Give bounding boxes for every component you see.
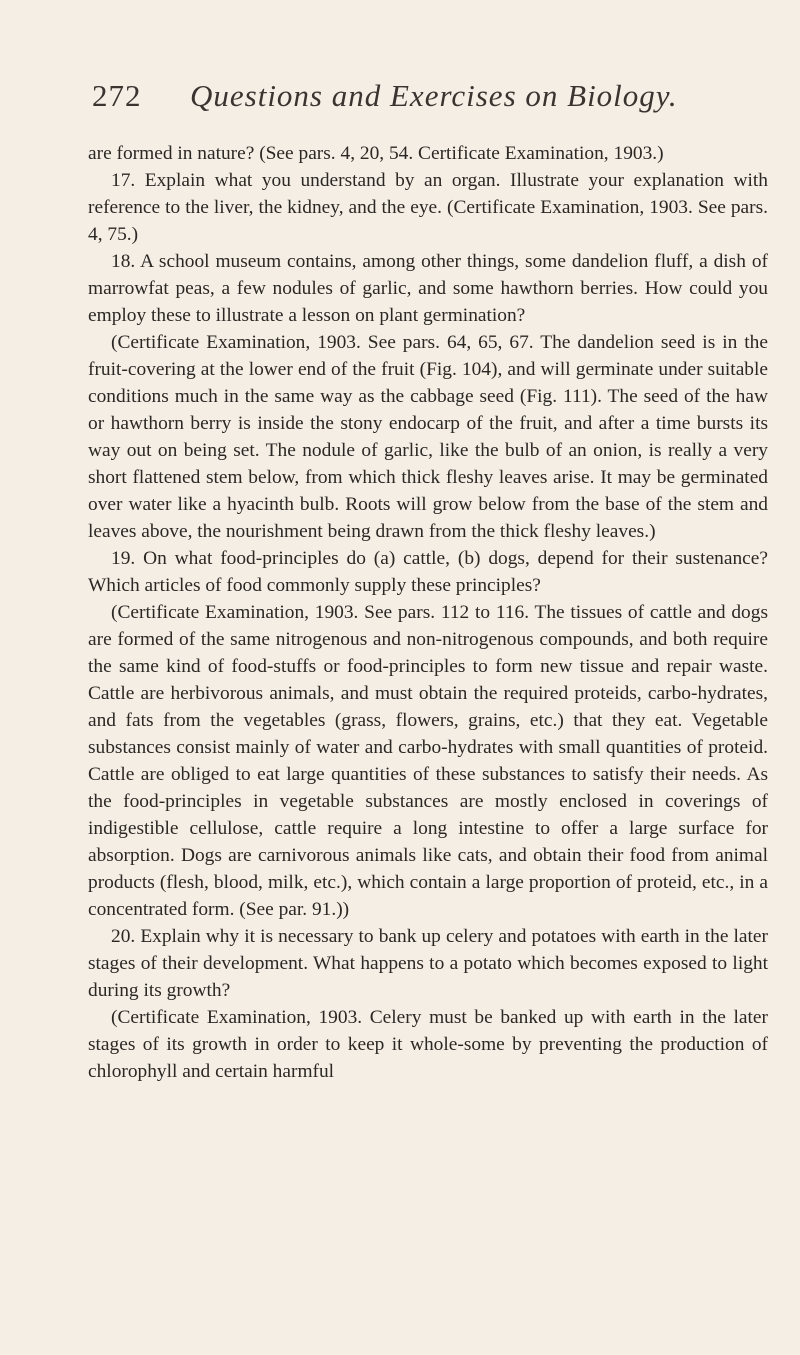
question-18: 18. A school museum contains, among other things, some dandelion fluff, a dish of marrowfat peas, a few nodules of garlic, and some hawthorn berries. How could you employ these to illustrate a lesson on plant germination? (88, 251, 768, 326)
answer-19: (Certificate Examination, 1903. See pars. 112 to 116. The tissues of cattle and dogs are formed of the same nitrogenous and non-nitrogenous compounds, and both require the same kind of food-stuffs or food-principles to form new tissue and repair waste. Cattle are herbivorous animals, and must obtain the required proteids, carbo-hydrates, and fats from the vegetables (grass, flowers, grains, etc.) that they eat. Vegetable substances consist mainly of water and carbo-hydrates with small quantities of proteid. Cattle are obliged to eat large quantities of these substances to satisfy their needs. As the food-principles in vegetable substances are mostly enclosed in coverings of indigestible cellulose, cattle require a long intestine to offer a large surface for absorption. Dogs are carnivorous animals like cats, and obtain their food from animal products (flesh, blood, milk, etc.), which contain a large proportion of proteid, etc., in a concentrated form. (See par. 91.)) (88, 602, 768, 920)
page-header (92, 70, 752, 120)
page-number: 272 (92, 78, 142, 113)
page-body (88, 140, 768, 1085)
question-17: 17. Explain what you understand by an organ. Illustrate your explanation with reference to the liver, the kidney, and the eye. (Certificate Examination, 1903. See pars. 4, 75.) (88, 170, 768, 245)
answer-20: (Certificate Examination, 1903. Celery must be banked up with earth in the later stages of its growth in order to keep it whole-some by preventing the production of chlorophyll and certain harmful (88, 1007, 768, 1082)
paragraph-continuation: are formed in nature? (See pars. 4, 20, 54. Certificate Examination, 1903.) (88, 143, 664, 164)
running-title: Questions and Exercises on Biology. (190, 78, 678, 113)
question-19: 19. On what food-principles do (a) cattle, (b) dogs, depend for their sustenance? Which articles of food commonly supply these principles? (88, 548, 768, 596)
question-20: 20. Explain why it is necessary to bank up celery and potatoes with earth in the later stages of their development. What happens to a potato which becomes exposed to light during its growth? (88, 926, 768, 1001)
answer-18: (Certificate Examination, 1903. See pars. 64, 65, 67. The dandelion seed is in the fruit-covering at the lower end of the fruit (Fig. 104), and will germinate under suitable conditions much in the same way as the cabbage seed (Fig. 111). The seed of the haw or hawthorn berry is inside the stony endocarp of the fruit, and after a time bursts its way out on being set. The nodule of garlic, like the bulb of an onion, is really a very short flattened stem below, from which thick fleshy leaves arise. It may be germinated over water like a hyacinth bulb. Roots will grow below from the base of the stem and leaves above, the nourishment being drawn from the thick fleshy leaves.) (88, 332, 768, 542)
